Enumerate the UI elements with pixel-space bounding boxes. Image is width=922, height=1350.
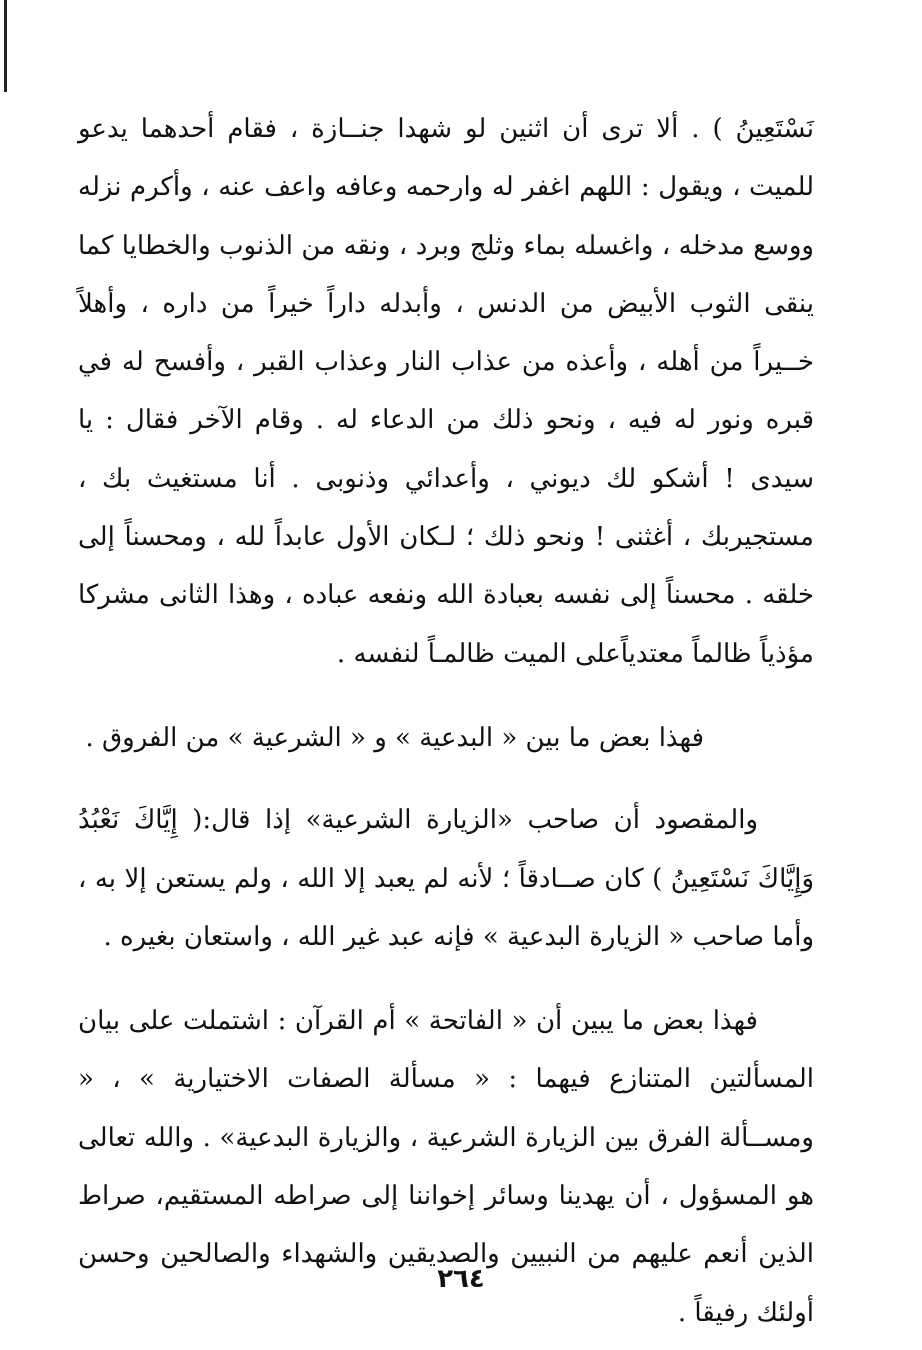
paragraph-fatiha-conclusion: فهذا بعض ما يبين أن « الفاتحة » أم القرآن : اشتملت على بيان المسألتين المتنازع فيهما : « مسألة الصفات الاختيارية » ، « ومســألة الفرق بين الزيارة الشرعية ، والزيارة البدعية» . والله تعالى هو المسؤول ، أن يهدينا وسائر إخواننا إلى صراطه المستقيم، صراط الذين أنعم عليهم من النبيين والصديقين والشهداء والصالحين وحسن أولئك رفيقاً . (78, 1006, 814, 1328)
page-number: ٢٦٤ (437, 1264, 485, 1294)
page-body (78, 100, 814, 1342)
binding-edge-mark (4, 0, 7, 92)
paragraph-differences-summary: فهذا بعض ما بين « البدعية » و « الشرعية » من الفروق . (85, 722, 704, 753)
paragraph-funeral-prayer-comparison: نَسْتَعِينُ ) . ألا ترى أن اثنين لو شهدا جنــازة ، فقام أحدهما يدعو للميت ، ويقول : اللهم اغفر له وارحمه وعافه واعف عنه ، وأكرم نزله ووسع مدخله ، واغسله بماء وثلج وبرد ، ونقه من الذنوب والخطايا كما ينقى الثوب الأبيض من الدنس ، وأبدله داراً خيراً من داره ، وأهلاً خــيراً من أهله ، وأعذه من عذاب النار وعذاب القبر ، وأفسح له في قبره ونور له فيه ، ونحو ذلك من الدعاء له . وقام الآخر فقال : يا سيدى ! أشكو لك ديوني ، وأعدائي وذنوبى . أنا مستغيث بك ، مستجيربك ، أغثنى ! ونحو ذلك ؛ لـكان الأول عابداً لله ، ومحسناً إلى خلقه . محسناً إلى نفسه بعبادة الله ونفعه عباده ، وهذا الثانى مشركا مؤذياً ظالماً معتدياًعلى الميت ظالمـاً لنفسه . (78, 114, 814, 669)
paragraph-legitimate-visit: والمقصود أن صاحب «الزيارة الشرعية» إذا قال:( إِيَّاكَ نَعْبُدُ وَإِيَّاكَ نَسْتَعِينُ ) كان صــادقاً ؛ لأنه لم يعبد إلا الله ، ولم يستعن إلا به ، وأما صاحب « الزيارة البدعية » فإنه عبد غير الله ، واستعان بغيره . (78, 805, 814, 952)
